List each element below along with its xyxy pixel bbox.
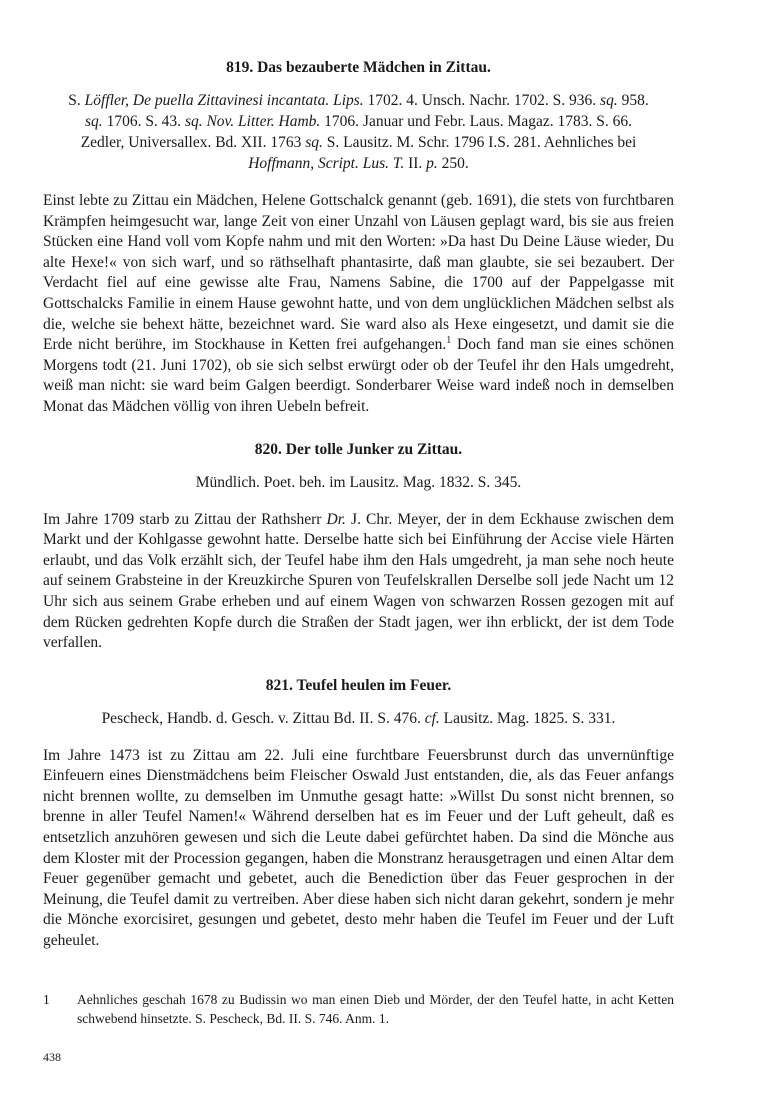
italic-run: Hoffmann, Script. Lus. T. [248, 155, 405, 172]
italic-run: p. [426, 155, 438, 172]
italic-run: Dr. [326, 510, 346, 528]
footnote-number: 1 [43, 992, 50, 1007]
section-819-source: S. Löffler, De puella Zittavinesi incantata. Lips. 1702. 4. Unsch. Nachr. 1702. S. 936. sq. 958. sq. 1706. S. 43. sq. Nov. Litter. Hamb. 1706. Januar und Febr. Laus. Magaz. 1783. S. 66. Zedler, Universallex. Bd. XII. 1763 sq. S. Lausitz. M. Schr. 1796 I.S. 281. Aehnliches bei Hoffmann, Script. Lus. T. II. p. 250. [68, 92, 649, 172]
page-content [43, 50, 674, 952]
section-821-title: 821. Teufel heulen im Feuer. [265, 676, 452, 694]
footnotes [43, 990, 674, 1028]
italic-run: Löffler, De puella Zittavinesi incantata. Lips. [84, 92, 364, 109]
footnote [43, 990, 674, 1028]
italic-run: cf. [424, 709, 440, 727]
section-819-title: 819. Das bezauberte Mädchen in Zittau. [226, 59, 491, 76]
section-820-title: 820. Der tolle Junker zu Zittau. [254, 440, 463, 458]
section-821-body: Im Jahre 1473 ist zu Zittau am 22. Juli eine furchtbare Feuersbrunst durch das unvernünftige Einfeuern eines Dienstmädchens beim Fleischer Oswald Just entstanden, die, als das Feuer anfangs nicht brennen wollte, zu demselben im Unmuthe gesagt hatte: »Willst Du sonst nicht brennen, so brenne in aller Teufel Namen!« Während derselben hat es im Feuer und der Luft geheult, daß es entsetzlich anzuhören gewesen und sich die Leute dabei gefürchtet haben. Da sind die Mönche aus dem Kloster mit der Procession gegangen, haben die Monstranz herausgetragen und einen Altar dem Feuer gegenüber gemacht und gebetet, auch die Benediction über das Feuer gesprochen in der Meinung, die Teufel damit zu vertreiben. Aber diese haben sich nicht daran gekehrt, sondern je mehr die Mönche exorcisiret, gesungen und gebetet, desto mehr haben die Teufel im Feuer und der Luft geheulet. [43, 746, 674, 950]
section-821-source: Pescheck, Handb. d. Gesch. v. Zittau Bd. II. S. 476. cf. Lausitz. Mag. 1825. S. 331. [101, 709, 616, 727]
italic-run: sq. [305, 134, 323, 151]
section-819-body: Einst lebte zu Zittau ein Mädchen, Helene Gottschalck genannt (geb. 1691), die stets von furchtbaren Krämpfen heimgesucht war, lange Zeit von einer Unzahl von Läusen geplagt ward, bis sie aus freien Stücken eine Hand voll vom Kopfe nahm und mit den Worten: »Da hast Du Deine Läuse wieder, Du alte Hexe!« von sich warf, und so räthselhaft phantasirte, daß man glaubte, sie sei bezaubert. Der Verdacht fiel auf eine gewisse alte Frau, Namens Sabine, die 1700 auf der Pappelgasse mit Gottschalcks Familie in einem Hause gewohnt hatte, und von dem unglücklichen Mädchen selbst als die, welche sie behext hätte, bezeichnet ward. Sie ward also als Hexe eingesetzt, und damit sie die Erde nicht berühre, im Stockhause in Ketten frei aufgehangen.$^1$ Doch fand man sie eines schönen Morgens todt (21. Juni 1702), ob sie sich selbst erwürgt oder ob der Teufel ihr den Hals umgedreht, weiß man nicht: sie ward beim Galgen beerdigt. Sonderbarer Weise ward indeß noch in demselben Monat das Mädchen völlig von ihren Uebeln befreit. [43, 192, 674, 415]
italic-run: sq. [600, 92, 618, 109]
page-number: 438 [43, 1050, 61, 1064]
italic-run: sq. Nov. Litter. Hamb. [184, 113, 321, 130]
footnote-text: Aehnliches geschah 1678 zu Budissin wo man einen Dieb und Mörder, der den Teufel hatte, in acht Ketten schwebend hinsetzte. S. Pescheck, Bd. II. S. 746. Anm. 1. [77, 992, 674, 1026]
section-820-source: Mündlich. Poet. beh. im Lausitz. Mag. 1832. S. 345. [195, 473, 522, 491]
italic-run: sq. [85, 113, 103, 130]
footnote-marker[interactable]: 1 [446, 335, 452, 346]
section-820-body: Im Jahre 1709 starb zu Zittau der Rathsherr Dr. J. Chr. Meyer, der in dem Eckhause zwischen dem Markt und der Kohlgasse gewohnt hatte. Derselbe hatte sich bei Einführung der Accise viele Härten erlaubt, und das Volk erzählt sich, der Teufel habe ihm den Hals umgedreht, ja man sehe noch heute auf seinem Grabsteine in der Kreuzkirche Spuren von Teufelskrallen Derselbe soll jede Nacht um 12 Uhr sich aus seinem Grabe erheben und auf einem Wagen von schwarzen Rossen gezogen mit auf dem Rücken gedrehten Kopfe durch die Straßen der Stadt jagen, wer ihn erblickt, der ist dem Tode verfallen. [43, 510, 674, 652]
